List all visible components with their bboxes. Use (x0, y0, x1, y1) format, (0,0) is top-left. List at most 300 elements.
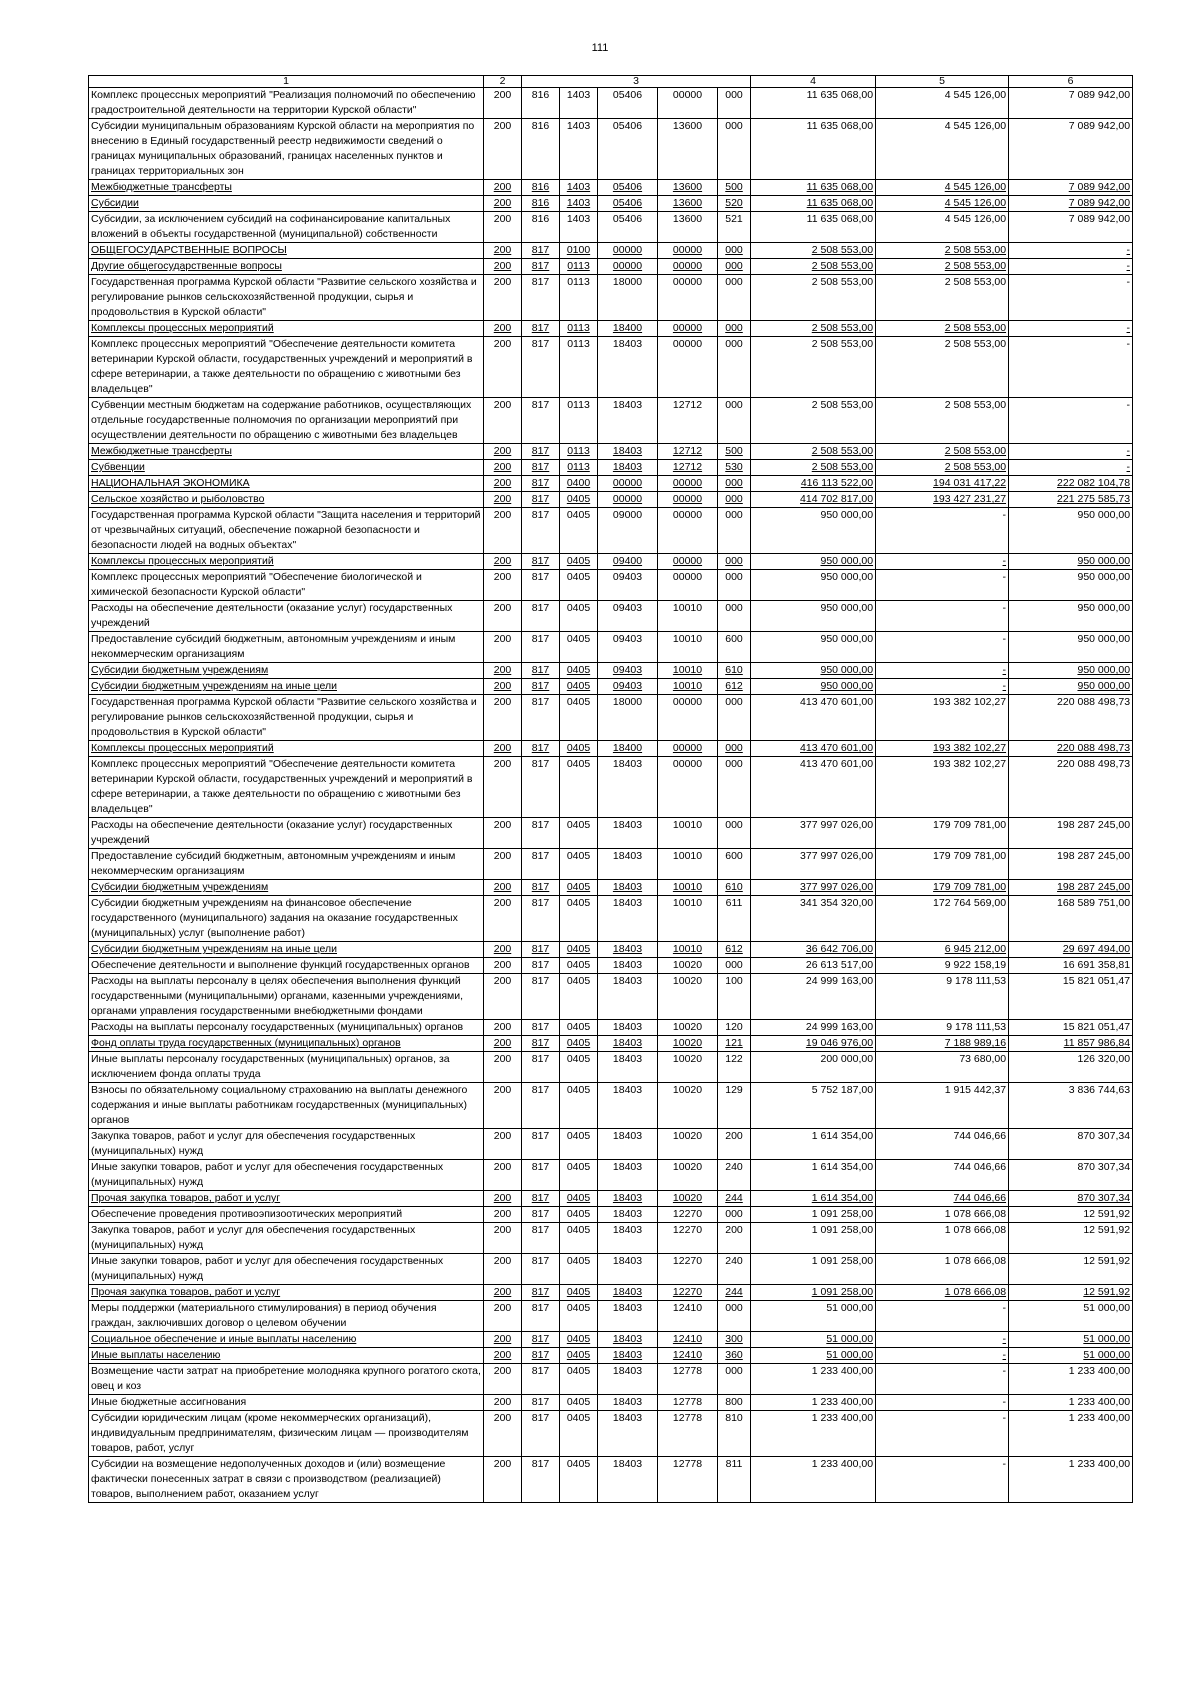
amount-remaining: 950 000,00 (1009, 663, 1133, 679)
row-name: Комплекс процессных мероприятий "Обеспечение биологической и химической безопасности Курской области" (89, 570, 484, 601)
row-name: Фонд оплаты труда государственных (муниципальных) органов (89, 1036, 484, 1052)
amount-plan: 950 000,00 (751, 601, 876, 632)
row-name: НАЦИОНАЛЬНАЯ ЭКОНОМИКА (89, 476, 484, 492)
amount-plan: 11 635 068,00 (751, 119, 876, 180)
header-col-3: 3 (522, 76, 751, 88)
code-section: 0405 (560, 757, 598, 818)
code-expense: 600 (718, 632, 751, 663)
code-expense: 360 (718, 1348, 751, 1364)
code-program: 18403 (598, 958, 658, 974)
amount-remaining: 7 089 942,00 (1009, 196, 1133, 212)
row-name: Комплекс процессных мероприятий "Обеспечение деятельности комитета ветеринарии Курской области, государственных учреждений и мероприятий в сфере ветеринарии, а также деятельности по обращению с животными без владельцев" (89, 337, 484, 398)
code-expense: 000 (718, 741, 751, 757)
code-item: 12778 (658, 1457, 718, 1503)
amount-plan: 413 470 601,00 (751, 741, 876, 757)
code-program: 18403 (598, 1301, 658, 1332)
code-item: 00000 (658, 741, 718, 757)
code-program: 18403 (598, 757, 658, 818)
code-expense: 000 (718, 119, 751, 180)
code-expense: 811 (718, 1457, 751, 1503)
code-expense: 000 (718, 398, 751, 444)
code-admin: 200 (484, 974, 522, 1020)
code-program: 18403 (598, 1332, 658, 1348)
code-item: 12778 (658, 1364, 718, 1395)
code-dept: 817 (522, 1301, 560, 1332)
code-expense: 000 (718, 88, 751, 119)
amount-executed: - (876, 679, 1009, 695)
code-item: 00000 (658, 476, 718, 492)
amount-executed: - (876, 1364, 1009, 1395)
code-dept: 817 (522, 601, 560, 632)
code-admin: 200 (484, 1285, 522, 1301)
amount-executed: 1 078 666,08 (876, 1285, 1009, 1301)
code-section: 0405 (560, 741, 598, 757)
amount-executed: 1 078 666,08 (876, 1254, 1009, 1285)
amount-remaining: 126 320,00 (1009, 1052, 1133, 1083)
code-program: 00000 (598, 259, 658, 275)
code-expense: 000 (718, 1301, 751, 1332)
code-dept: 817 (522, 942, 560, 958)
code-program: 18403 (598, 398, 658, 444)
code-item: 00000 (658, 275, 718, 321)
code-item: 12270 (658, 1254, 718, 1285)
amount-remaining: - (1009, 243, 1133, 259)
code-admin: 200 (484, 1036, 522, 1052)
code-program: 18400 (598, 321, 658, 337)
code-expense: 000 (718, 554, 751, 570)
code-dept: 817 (522, 632, 560, 663)
amount-remaining: 12 591,92 (1009, 1223, 1133, 1254)
amount-plan: 51 000,00 (751, 1301, 876, 1332)
code-dept: 817 (522, 1083, 560, 1129)
code-program: 18403 (598, 1395, 658, 1411)
code-program: 18403 (598, 1036, 658, 1052)
amount-plan: 36 642 706,00 (751, 942, 876, 958)
table-row (89, 1285, 1133, 1301)
amount-remaining: 1 233 400,00 (1009, 1364, 1133, 1395)
table-row (89, 337, 1133, 398)
code-program: 18403 (598, 1254, 658, 1285)
code-expense: 000 (718, 275, 751, 321)
row-name: Межбюджетные трансферты (89, 180, 484, 196)
code-program: 18403 (598, 942, 658, 958)
code-admin: 200 (484, 942, 522, 958)
code-expense: 240 (718, 1254, 751, 1285)
code-section: 0405 (560, 880, 598, 896)
table-row (89, 942, 1133, 958)
code-section: 0405 (560, 1223, 598, 1254)
code-program: 05406 (598, 196, 658, 212)
header-col-6: 6 (1009, 76, 1133, 88)
row-name: Комплексы процессных мероприятий (89, 741, 484, 757)
code-dept: 817 (522, 243, 560, 259)
code-admin: 200 (484, 337, 522, 398)
amount-remaining: 7 089 942,00 (1009, 119, 1133, 180)
code-item: 10010 (658, 601, 718, 632)
amount-executed: 9 178 111,53 (876, 1020, 1009, 1036)
code-section: 0400 (560, 476, 598, 492)
code-dept: 816 (522, 119, 560, 180)
amount-executed: 744 046,66 (876, 1191, 1009, 1207)
code-admin: 200 (484, 958, 522, 974)
code-dept: 817 (522, 398, 560, 444)
code-dept: 817 (522, 460, 560, 476)
code-dept: 817 (522, 1411, 560, 1457)
amount-remaining: 168 589 751,00 (1009, 896, 1133, 942)
code-expense: 000 (718, 1364, 751, 1395)
code-admin: 200 (484, 695, 522, 741)
row-name: Закупка товаров, работ и услуг для обеспечения государственных (муниципальных) нужд (89, 1129, 484, 1160)
table-row (89, 1129, 1133, 1160)
table-row (89, 1223, 1133, 1254)
code-section: 0405 (560, 1411, 598, 1457)
code-admin: 200 (484, 1129, 522, 1160)
amount-executed: 1 078 666,08 (876, 1207, 1009, 1223)
amount-plan: 11 635 068,00 (751, 180, 876, 196)
amount-executed: 179 709 781,00 (876, 849, 1009, 880)
code-dept: 817 (522, 1457, 560, 1503)
amount-remaining: - (1009, 398, 1133, 444)
amount-plan: 5 752 187,00 (751, 1083, 876, 1129)
code-admin: 200 (484, 243, 522, 259)
code-item: 00000 (658, 243, 718, 259)
code-item: 10010 (658, 818, 718, 849)
amount-remaining: 7 089 942,00 (1009, 88, 1133, 119)
amount-plan: 2 508 553,00 (751, 398, 876, 444)
code-dept: 817 (522, 321, 560, 337)
amount-plan: 2 508 553,00 (751, 337, 876, 398)
amount-executed: - (876, 1457, 1009, 1503)
row-name: Иные закупки товаров, работ и услуг для обеспечения государственных (муниципальных) нужд (89, 1254, 484, 1285)
row-name: Субсидии юридическим лицам (кроме некоммерческих организаций), индивидуальным предпринимателям, физическим лицам — производителям товаров, работ, услуг (89, 1411, 484, 1457)
code-expense: 200 (718, 1129, 751, 1160)
amount-remaining: - (1009, 321, 1133, 337)
amount-executed: - (876, 508, 1009, 554)
row-name: Иные закупки товаров, работ и услуг для обеспечения государственных (муниципальных) нужд (89, 1160, 484, 1191)
code-item: 12410 (658, 1332, 718, 1348)
code-program: 09403 (598, 679, 658, 695)
amount-plan: 2 508 553,00 (751, 321, 876, 337)
amount-remaining: 950 000,00 (1009, 601, 1133, 632)
row-name: Субвенции местным бюджетам на содержание работников, осуществляющих отдельные государственные полномочия по организации мероприятий при осуществлении деятельности по обращению с животными без владельцев (89, 398, 484, 444)
table-row (89, 1411, 1133, 1457)
table-row (89, 243, 1133, 259)
code-item: 12778 (658, 1411, 718, 1457)
amount-plan: 416 113 522,00 (751, 476, 876, 492)
amount-executed: 2 508 553,00 (876, 444, 1009, 460)
code-program: 18403 (598, 337, 658, 398)
amount-plan: 1 614 354,00 (751, 1160, 876, 1191)
row-name: ОБЩЕГОСУДАРСТВЕННЫЕ ВОПРОСЫ (89, 243, 484, 259)
row-name: Субсидии на возмещение недополученных доходов и (или) возмещение фактически понесенных затрат в связи с производством (реализацией) товаров, выполнением работ, оказанием услуг (89, 1457, 484, 1503)
code-expense: 000 (718, 1207, 751, 1223)
code-expense: 000 (718, 321, 751, 337)
amount-plan: 1 233 400,00 (751, 1411, 876, 1457)
code-admin: 200 (484, 1395, 522, 1411)
code-expense: 244 (718, 1191, 751, 1207)
code-expense: 000 (718, 695, 751, 741)
amount-executed: 193 382 102,27 (876, 741, 1009, 757)
table-row (89, 321, 1133, 337)
code-expense: 000 (718, 243, 751, 259)
row-name: Межбюджетные трансферты (89, 444, 484, 460)
code-section: 0405 (560, 1191, 598, 1207)
amount-executed: 9 178 111,53 (876, 974, 1009, 1020)
code-admin: 200 (484, 476, 522, 492)
code-item: 00000 (658, 492, 718, 508)
code-expense: 000 (718, 337, 751, 398)
code-section: 0405 (560, 1036, 598, 1052)
table-row (89, 818, 1133, 849)
code-expense: 000 (718, 601, 751, 632)
table-row (89, 508, 1133, 554)
amount-remaining: 11 857 986,84 (1009, 1036, 1133, 1052)
code-admin: 200 (484, 554, 522, 570)
amount-remaining: - (1009, 275, 1133, 321)
amount-executed: 2 508 553,00 (876, 460, 1009, 476)
code-section: 0405 (560, 663, 598, 679)
table-row (89, 741, 1133, 757)
code-expense: 000 (718, 958, 751, 974)
row-name: Расходы на выплаты персоналу государственных (муниципальных) органов (89, 1020, 484, 1036)
code-program: 18403 (598, 1129, 658, 1160)
table-row (89, 398, 1133, 444)
code-section: 0113 (560, 460, 598, 476)
code-item: 00000 (658, 259, 718, 275)
code-program: 00000 (598, 492, 658, 508)
code-expense: 800 (718, 1395, 751, 1411)
code-program: 18403 (598, 1285, 658, 1301)
code-admin: 200 (484, 1052, 522, 1083)
table-row (89, 1301, 1133, 1332)
row-name: Субсидии бюджетным учреждениям (89, 880, 484, 896)
amount-plan: 26 613 517,00 (751, 958, 876, 974)
amount-remaining: 220 088 498,73 (1009, 695, 1133, 741)
code-section: 0405 (560, 1020, 598, 1036)
row-name: Комплекс процессных мероприятий "Обеспечение деятельности комитета ветеринарии Курской области, государственных учреждений и мероприятий в сфере ветеринарии, а также деятельности по обращению с животными без владельцев" (89, 757, 484, 818)
code-admin: 200 (484, 570, 522, 601)
table-row (89, 196, 1133, 212)
code-item: 10010 (658, 849, 718, 880)
code-program: 18403 (598, 1223, 658, 1254)
amount-executed: 6 945 212,00 (876, 942, 1009, 958)
code-expense: 610 (718, 663, 751, 679)
table-row (89, 460, 1133, 476)
table-row (89, 601, 1133, 632)
code-program: 18403 (598, 1364, 658, 1395)
amount-executed: - (876, 1332, 1009, 1348)
amount-remaining: 870 307,34 (1009, 1191, 1133, 1207)
code-item: 12410 (658, 1301, 718, 1332)
code-dept: 817 (522, 1285, 560, 1301)
code-item: 10020 (658, 1052, 718, 1083)
code-admin: 200 (484, 1223, 522, 1254)
amount-plan: 950 000,00 (751, 679, 876, 695)
amount-remaining: 950 000,00 (1009, 679, 1133, 695)
amount-plan: 2 508 553,00 (751, 243, 876, 259)
code-item: 12270 (658, 1285, 718, 1301)
code-program: 05406 (598, 180, 658, 196)
code-admin: 200 (484, 757, 522, 818)
amount-remaining: 198 287 245,00 (1009, 880, 1133, 896)
code-item: 10020 (658, 1036, 718, 1052)
code-admin: 200 (484, 212, 522, 243)
amount-plan: 950 000,00 (751, 508, 876, 554)
row-name: Другие общегосударственные вопросы (89, 259, 484, 275)
code-section: 0405 (560, 1254, 598, 1285)
code-admin: 200 (484, 1301, 522, 1332)
code-dept: 817 (522, 896, 560, 942)
code-section: 0405 (560, 492, 598, 508)
amount-executed: - (876, 1348, 1009, 1364)
code-section: 0405 (560, 1052, 598, 1083)
code-admin: 200 (484, 259, 522, 275)
amount-executed: 744 046,66 (876, 1129, 1009, 1160)
code-expense: 129 (718, 1083, 751, 1129)
row-name: Государственная программа Курской области "Развитие сельского хозяйства и регулирование рынков сельскохозяйственной продукции, сырья и продовольствия в Курской области" (89, 695, 484, 741)
amount-executed: 2 508 553,00 (876, 275, 1009, 321)
code-program: 18000 (598, 275, 658, 321)
table-row (89, 275, 1133, 321)
code-admin: 200 (484, 880, 522, 896)
code-program: 09403 (598, 601, 658, 632)
table-row (89, 1348, 1133, 1364)
code-admin: 200 (484, 1083, 522, 1129)
code-admin: 200 (484, 1411, 522, 1457)
amount-plan: 413 470 601,00 (751, 695, 876, 741)
code-item: 12778 (658, 1395, 718, 1411)
code-item: 10020 (658, 1020, 718, 1036)
code-admin: 200 (484, 1364, 522, 1395)
code-dept: 817 (522, 275, 560, 321)
code-admin: 200 (484, 1332, 522, 1348)
amount-remaining: 950 000,00 (1009, 554, 1133, 570)
amount-plan: 1 233 400,00 (751, 1364, 876, 1395)
amount-plan: 377 997 026,00 (751, 818, 876, 849)
code-expense: 610 (718, 880, 751, 896)
code-expense: 612 (718, 679, 751, 695)
code-expense: 300 (718, 1332, 751, 1348)
code-section: 0405 (560, 632, 598, 663)
amount-remaining: 51 000,00 (1009, 1332, 1133, 1348)
code-dept: 817 (522, 1129, 560, 1160)
amount-executed: - (876, 570, 1009, 601)
code-item: 13600 (658, 212, 718, 243)
code-dept: 817 (522, 1254, 560, 1285)
table-row (89, 492, 1133, 508)
code-section: 1403 (560, 88, 598, 119)
code-dept: 817 (522, 1364, 560, 1395)
table-row (89, 1083, 1133, 1129)
amount-remaining: 51 000,00 (1009, 1348, 1133, 1364)
code-expense: 500 (718, 444, 751, 460)
code-expense: 120 (718, 1020, 751, 1036)
code-section: 0405 (560, 958, 598, 974)
code-program: 09403 (598, 632, 658, 663)
code-item: 00000 (658, 337, 718, 398)
row-name: Государственная программа Курской области "Защита населения и территорий от чрезвычайных ситуаций, обеспечение пожарной безопасности и безопасности людей на водных объектах" (89, 508, 484, 554)
table-row (89, 880, 1133, 896)
header-col-2: 2 (484, 76, 522, 88)
code-expense: 000 (718, 492, 751, 508)
code-admin: 200 (484, 460, 522, 476)
row-name: Прочая закупка товаров, работ и услуг (89, 1191, 484, 1207)
table-body (89, 88, 1133, 1503)
row-name: Предоставление субсидий бюджетным, автономным учреждениям и иным некоммерческим организациям (89, 632, 484, 663)
code-program: 18403 (598, 1160, 658, 1191)
table-row (89, 1395, 1133, 1411)
code-dept: 817 (522, 695, 560, 741)
amount-executed: 193 427 231,27 (876, 492, 1009, 508)
code-section: 0405 (560, 974, 598, 1020)
code-item: 00000 (658, 321, 718, 337)
amount-remaining: 1 233 400,00 (1009, 1457, 1133, 1503)
code-program: 05406 (598, 119, 658, 180)
table-row (89, 570, 1133, 601)
code-section: 0405 (560, 1285, 598, 1301)
amount-executed: 2 508 553,00 (876, 337, 1009, 398)
code-program: 18403 (598, 974, 658, 1020)
amount-executed: - (876, 663, 1009, 679)
code-section: 0405 (560, 695, 598, 741)
table-row (89, 632, 1133, 663)
row-name: Обеспечение деятельности и выполнение функций государственных органов (89, 958, 484, 974)
code-dept: 817 (522, 554, 560, 570)
code-admin: 200 (484, 896, 522, 942)
code-expense: 520 (718, 196, 751, 212)
amount-executed: - (876, 1301, 1009, 1332)
header-col-1: 1 (89, 76, 484, 88)
amount-executed: 179 709 781,00 (876, 818, 1009, 849)
code-item: 12712 (658, 460, 718, 476)
row-name: Расходы на обеспечение деятельности (оказание услуг) государственных учреждений (89, 818, 484, 849)
page-number: 111 (591, 42, 609, 54)
code-section: 1403 (560, 119, 598, 180)
code-section: 0405 (560, 554, 598, 570)
amount-remaining: 3 836 744,63 (1009, 1083, 1133, 1129)
code-expense: 000 (718, 818, 751, 849)
code-item: 00000 (658, 570, 718, 601)
code-admin: 200 (484, 119, 522, 180)
amount-plan: 1 091 258,00 (751, 1223, 876, 1254)
table-row (89, 679, 1133, 695)
amount-remaining: 12 591,92 (1009, 1285, 1133, 1301)
code-dept: 817 (522, 741, 560, 757)
amount-plan: 2 508 553,00 (751, 259, 876, 275)
amount-executed: 9 922 158,19 (876, 958, 1009, 974)
row-name: Возмещение части затрат на приобретение молодняка крупного рогатого скота, овец и коз (89, 1364, 484, 1395)
amount-executed: - (876, 601, 1009, 632)
code-admin: 200 (484, 663, 522, 679)
code-dept: 816 (522, 196, 560, 212)
code-section: 0405 (560, 1083, 598, 1129)
code-program: 18403 (598, 880, 658, 896)
code-program: 05406 (598, 88, 658, 119)
code-admin: 200 (484, 88, 522, 119)
code-section: 0405 (560, 1395, 598, 1411)
code-item: 10010 (658, 632, 718, 663)
amount-remaining: 15 821 051,47 (1009, 1020, 1133, 1036)
code-admin: 200 (484, 741, 522, 757)
row-name: Государственная программа Курской области "Развитие сельского хозяйства и регулирование рынков сельскохозяйственной продукции, сырья и продовольствия в Курской области" (89, 275, 484, 321)
code-expense: 122 (718, 1052, 751, 1083)
amount-executed: 7 188 989,16 (876, 1036, 1009, 1052)
amount-plan: 1 091 258,00 (751, 1254, 876, 1285)
code-item: 10010 (658, 679, 718, 695)
code-program: 18403 (598, 1083, 658, 1129)
row-name: Предоставление субсидий бюджетным, автономным учреждениям и иным некоммерческим организациям (89, 849, 484, 880)
code-dept: 817 (522, 1191, 560, 1207)
